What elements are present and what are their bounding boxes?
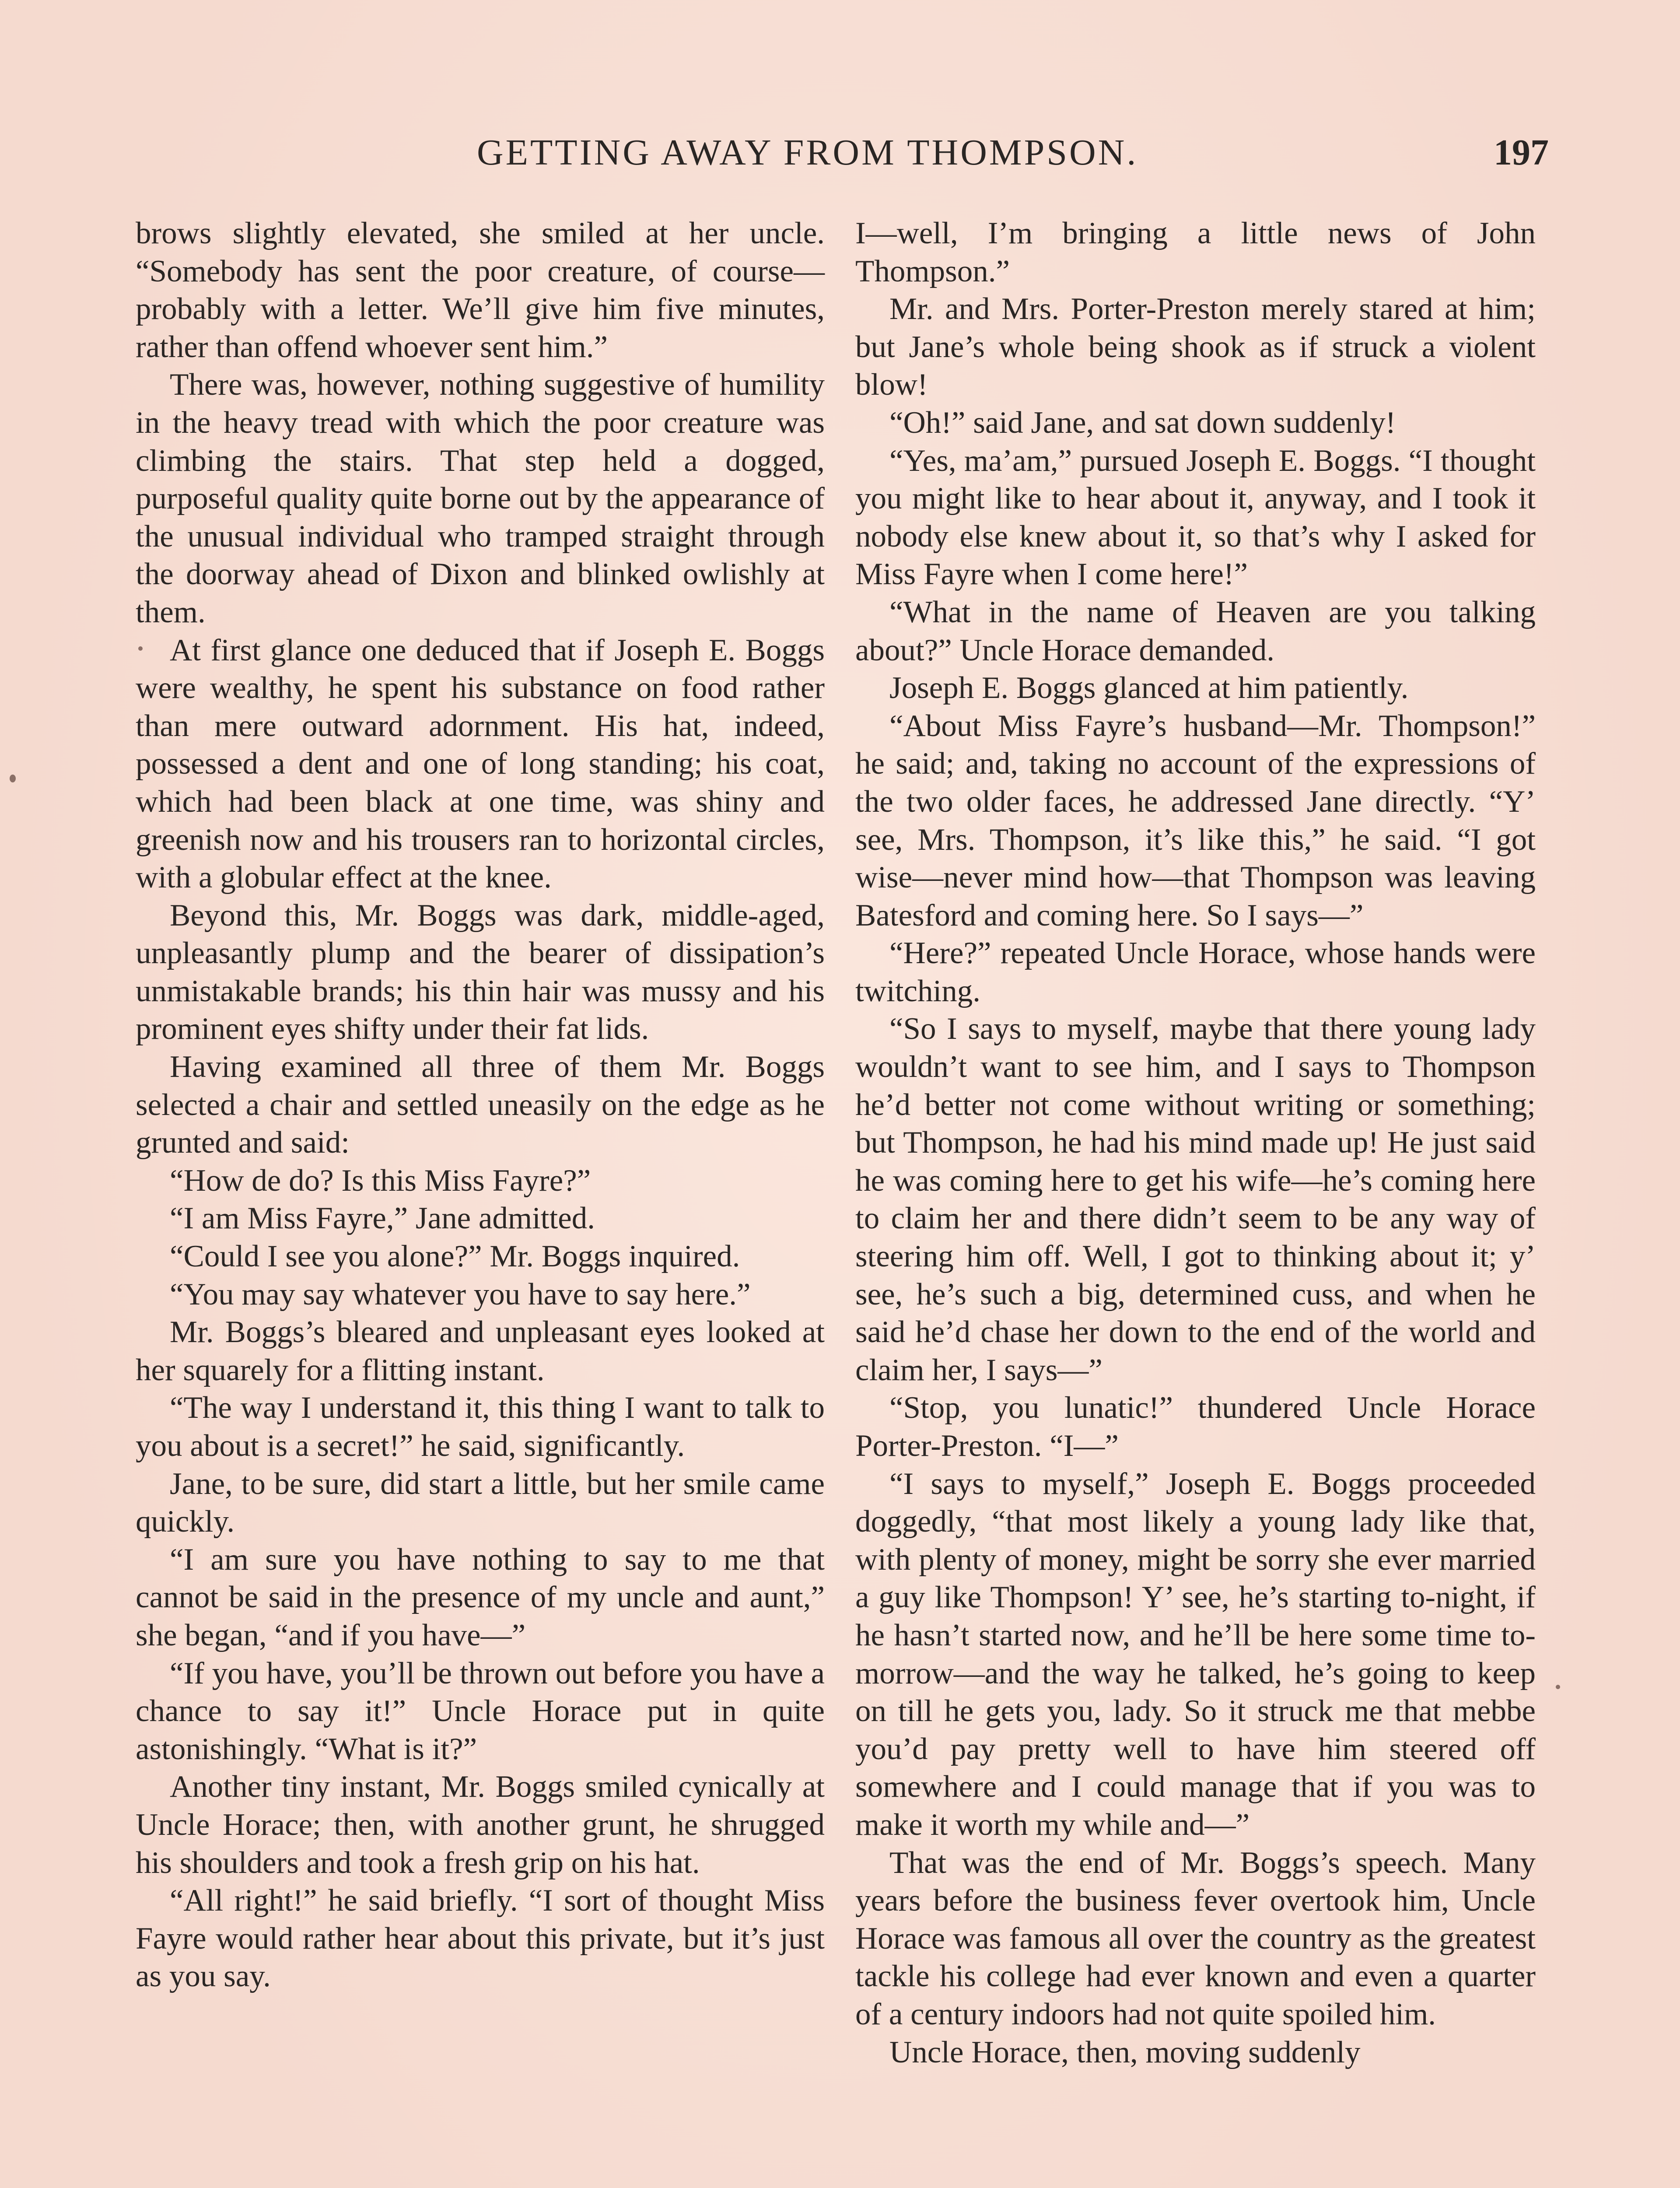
paper-speck: [1556, 1685, 1560, 1689]
running-head: GETTING AWAY FROM THOMPSON.: [477, 132, 1138, 173]
paragraph: That was the end of Mr. Boggs’s speech. Many years before the business fever overtook him, Uncle Horace was famous all over the country as the greatest tackle his college had ever known and even a quarter of a century indoors had not quite spoiled him.: [855, 1845, 1536, 2031]
paragraph: brows slightly elevated, she smiled at her uncle. “Somebody has sent the poor creature, of course—probably with a letter. We’ll give him five minutes, rather than offend whoever sent him.”: [136, 216, 825, 364]
paragraph: “If you have, you’ll be thrown out before you have a chance to say it!” Uncle Horace put in quite astonishingly. “What is it?”: [136, 1656, 825, 1766]
paragraph: Uncle Horace, then, moving suddenly: [889, 2035, 1361, 2069]
paragraph: Mr. Boggs’s bleared and unpleasant eyes looked at her squarely for a flitting instant.: [136, 1315, 825, 1387]
paragraph: “I am Miss Fayre,” Jane admitted.: [170, 1201, 595, 1236]
paragraph: Having examined all three of them Mr. Boggs selected a chair and settled uneasily on the edge as he grunted and said:: [136, 1050, 825, 1160]
paragraph: “About Miss Fayre’s husband—Mr. Thompson!” he said; and, taking no account of the expressions of the two older faces, he addressed Jane directly. “Y’ see, Mrs. Thompson, it’s like this,” he said. “I got wise—never mind how—that Thompson was leaving Batesford and coming here. So I says—”: [855, 708, 1536, 933]
paragraph: “What in the name of Heaven are you talking about?” Uncle Horace demanded.: [855, 595, 1536, 667]
paragraph: Another tiny instant, Mr. Boggs smiled cynically at Uncle Horace; then, with another grunt, he shrugged his shoulders and took a fresh grip on his hat.: [136, 1770, 825, 1880]
paragraph: At first glance one deduced that if Joseph E. Boggs were wealthy, he spent his substance on food rather than mere outward adornment. His hat, indeed, possessed a dent and one of long standing; his coat, which had been black at one time, was shiny and greenish now and his trousers ran to horizontal circles, with a globular effect at the knee.: [136, 633, 825, 895]
paragraph: There was, however, nothing suggestive of humility in the heavy tread with which the poor creature was climbing the stairs. That step held a dogged, purposeful quality quite borne out by the appearance of the unusual individual who tramped straight through the doorway ahead of Dixon and blinked owlishly at them.: [136, 368, 825, 629]
paragraph: “You may say whatever you have to say here.”: [170, 1277, 751, 1311]
paragraph: “So I says to myself, maybe that there young lady wouldn’t want to see him, and I says to Thompson he’d better not come without writing or something; but Thompson, he had his mind made up! He just said he was coming here to get his wife—he’s coming here to claim her and there didn’t seem to be any way of steering him off. Well, I got to thinking about it; y’ see, he’s such a big, determined cuss, and when he said he’d chase her down to the end of the world and claim her, I says—”: [855, 1012, 1536, 1387]
paragraph: “Could I see you alone?” Mr. Boggs inquired.: [170, 1239, 740, 1274]
paragraph: Beyond this, Mr. Boggs was dark, middle-aged, unpleasantly plump and the bearer of dissipation’s unmistakable brands; his thin hair was mussy and his prominent eyes shifty under their fat lids.: [136, 898, 825, 1046]
paragraph: “The way I understand it, this thing I want to talk to you about is a secret!” he said, significantly.: [136, 1391, 825, 1463]
paragraph: “I am sure you have nothing to say to me that cannot be said in the presence of my uncle and aunt,” she began, “and if you have—”: [136, 1542, 825, 1652]
paragraph: “How de do? Is this Miss Fayre?”: [170, 1163, 591, 1198]
paragraph: “I says to myself,” Joseph E. Boggs proceeded doggedly, “that most likely a young lady like that, with plenty of money, might be sorry she ever married a guy like Thompson! Y’ see, he’s starting to-night, if he hasn’t started now, and he’ll be here some time to-morrow—and the way he talked, he’s going to keep on till he gets you, lady. So it struck me that mebbe you’d pay pretty well to have him steered off somewhere and I could manage that if you was to make it worth my while and—”: [855, 1466, 1536, 1842]
right-column: [855, 214, 1536, 2071]
paragraph: Mr. and Mrs. Porter-Preston merely stared at him; but Jane’s whole being shook as if struck a violent blow!: [855, 292, 1536, 402]
paragraph: “Stop, you lunatic!” thundered Uncle Horace Porter-Preston. “I—”: [855, 1391, 1536, 1463]
paragraph: “Here?” repeated Uncle Horace, whose hands were twitching.: [855, 936, 1536, 1008]
left-column: [136, 214, 825, 1995]
paragraph: Joseph E. Boggs glanced at him patiently.: [889, 671, 1409, 705]
paper-speck: [10, 775, 16, 782]
paper-speck: [138, 646, 143, 651]
page-number: 197: [1494, 132, 1549, 173]
paragraph: I—well, I’m bringing a little news of John Thompson.”: [855, 216, 1536, 288]
page-header: [136, 131, 1549, 184]
paragraph: “Oh!” said Jane, and sat down suddenly!: [889, 405, 1396, 440]
paragraph: “All right!” he said briefly. “I sort of thought Miss Fayre would rather hear about this private, but it’s just as you say.: [136, 1883, 825, 1994]
paragraph: “Yes, ma’am,” pursued Joseph E. Boggs. “I thought you might like to hear about it, anyway, and I took it nobody else knew about it, so that’s why I asked for Miss Fayre when I come here!”: [855, 443, 1536, 592]
paragraph: Jane, to be sure, did start a little, but her smile came quickly.: [136, 1466, 825, 1539]
